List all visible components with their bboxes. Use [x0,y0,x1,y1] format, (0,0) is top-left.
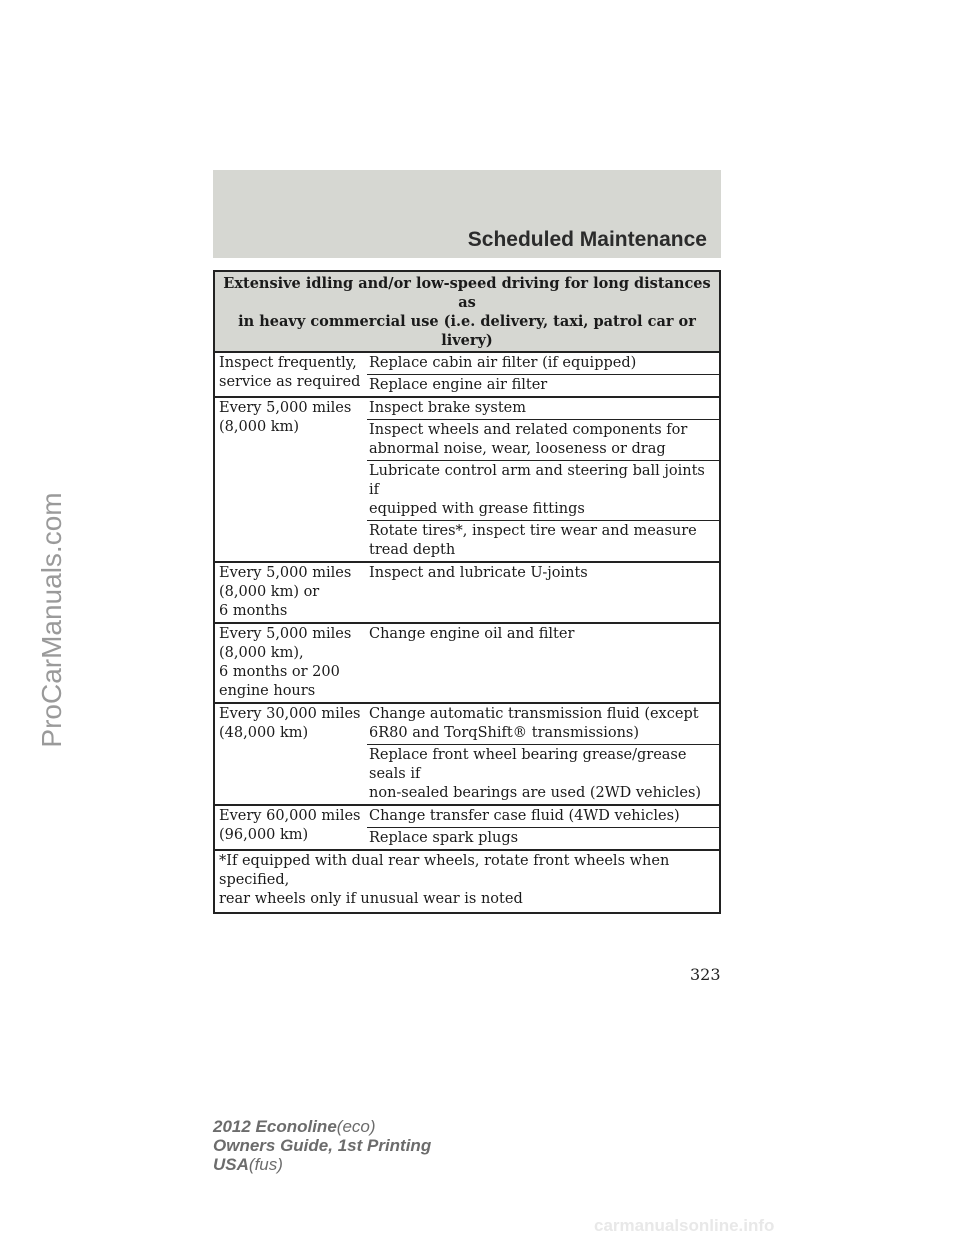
doc-model-code: (eco) [336,1117,376,1136]
service-task: Change automatic transmission fluid (except 6R80 and TorqShift® transmissions) [367,704,719,745]
doc-model: 2012 Econoline [213,1117,337,1136]
table-row [215,806,719,851]
service-interval: Every 5,000 miles (8,000 km), 6 months or 200 engine hours [219,626,352,699]
table-row [215,353,719,398]
maintenance-table [213,270,721,914]
service-task: Replace spark plugs [369,830,519,846]
table-title [215,272,719,353]
service-task: Replace cabin air filter (if equipped) [367,353,719,375]
service-interval: Every 5,000 miles (8,000 km) [219,400,352,435]
footer-watermark: carmanualsonline.info [594,1216,775,1235]
service-interval: Every 5,000 miles (8,000 km) or 6 months [219,565,352,619]
doc-market: USA [213,1155,249,1174]
table-footnote: *If equipped with dual rear wheels, rotate front wheels when specified, rear wheels only if unusual wear is noted [219,853,670,907]
service-interval: Every 30,000 miles (48,000 km) [219,706,361,741]
service-task: Change transfer case fluid (4WD vehicles) [367,806,719,828]
service-task: Inspect brake system [367,398,719,420]
section-title: Scheduled Maintenance [467,228,707,251]
table-row [215,704,719,806]
service-task: Replace front wheel bearing grease/grease seals if non-sealed bearings are used (2WD vehicles) [369,747,702,801]
service-interval: Inspect frequently, service as required [219,355,361,390]
service-interval: Every 60,000 miles (96,000 km) [219,808,361,843]
document-info [213,1117,431,1174]
table-row [215,398,719,563]
table-title-line-1: Extensive idling and/or low-speed driving for long distances as [223,275,711,311]
page-number: 323 [690,965,721,984]
service-task: Change engine oil and filter [369,626,575,642]
service-task: Replace engine air filter [369,377,548,393]
table-title-line-2: in heavy commercial use (i.e. delivery, taxi, patrol car or livery) [238,313,696,349]
service-task: Inspect and lubricate U-joints [369,565,588,581]
doc-market-code: (fus) [248,1155,283,1174]
service-task: Lubricate control arm and steering ball joints if equipped with grease fittings [367,461,719,521]
side-watermark: ProCarManuals.com [36,492,67,748]
table-row [215,624,719,704]
section-header-box [213,170,721,258]
table-row [215,563,719,624]
service-task: Inspect wheels and related components for abnormal noise, wear, looseness or drag [367,420,719,461]
doc-guide: Owners Guide, 1st Printing [213,1136,432,1155]
service-task: Rotate tires*, inspect tire wear and measure tread depth [369,523,697,558]
